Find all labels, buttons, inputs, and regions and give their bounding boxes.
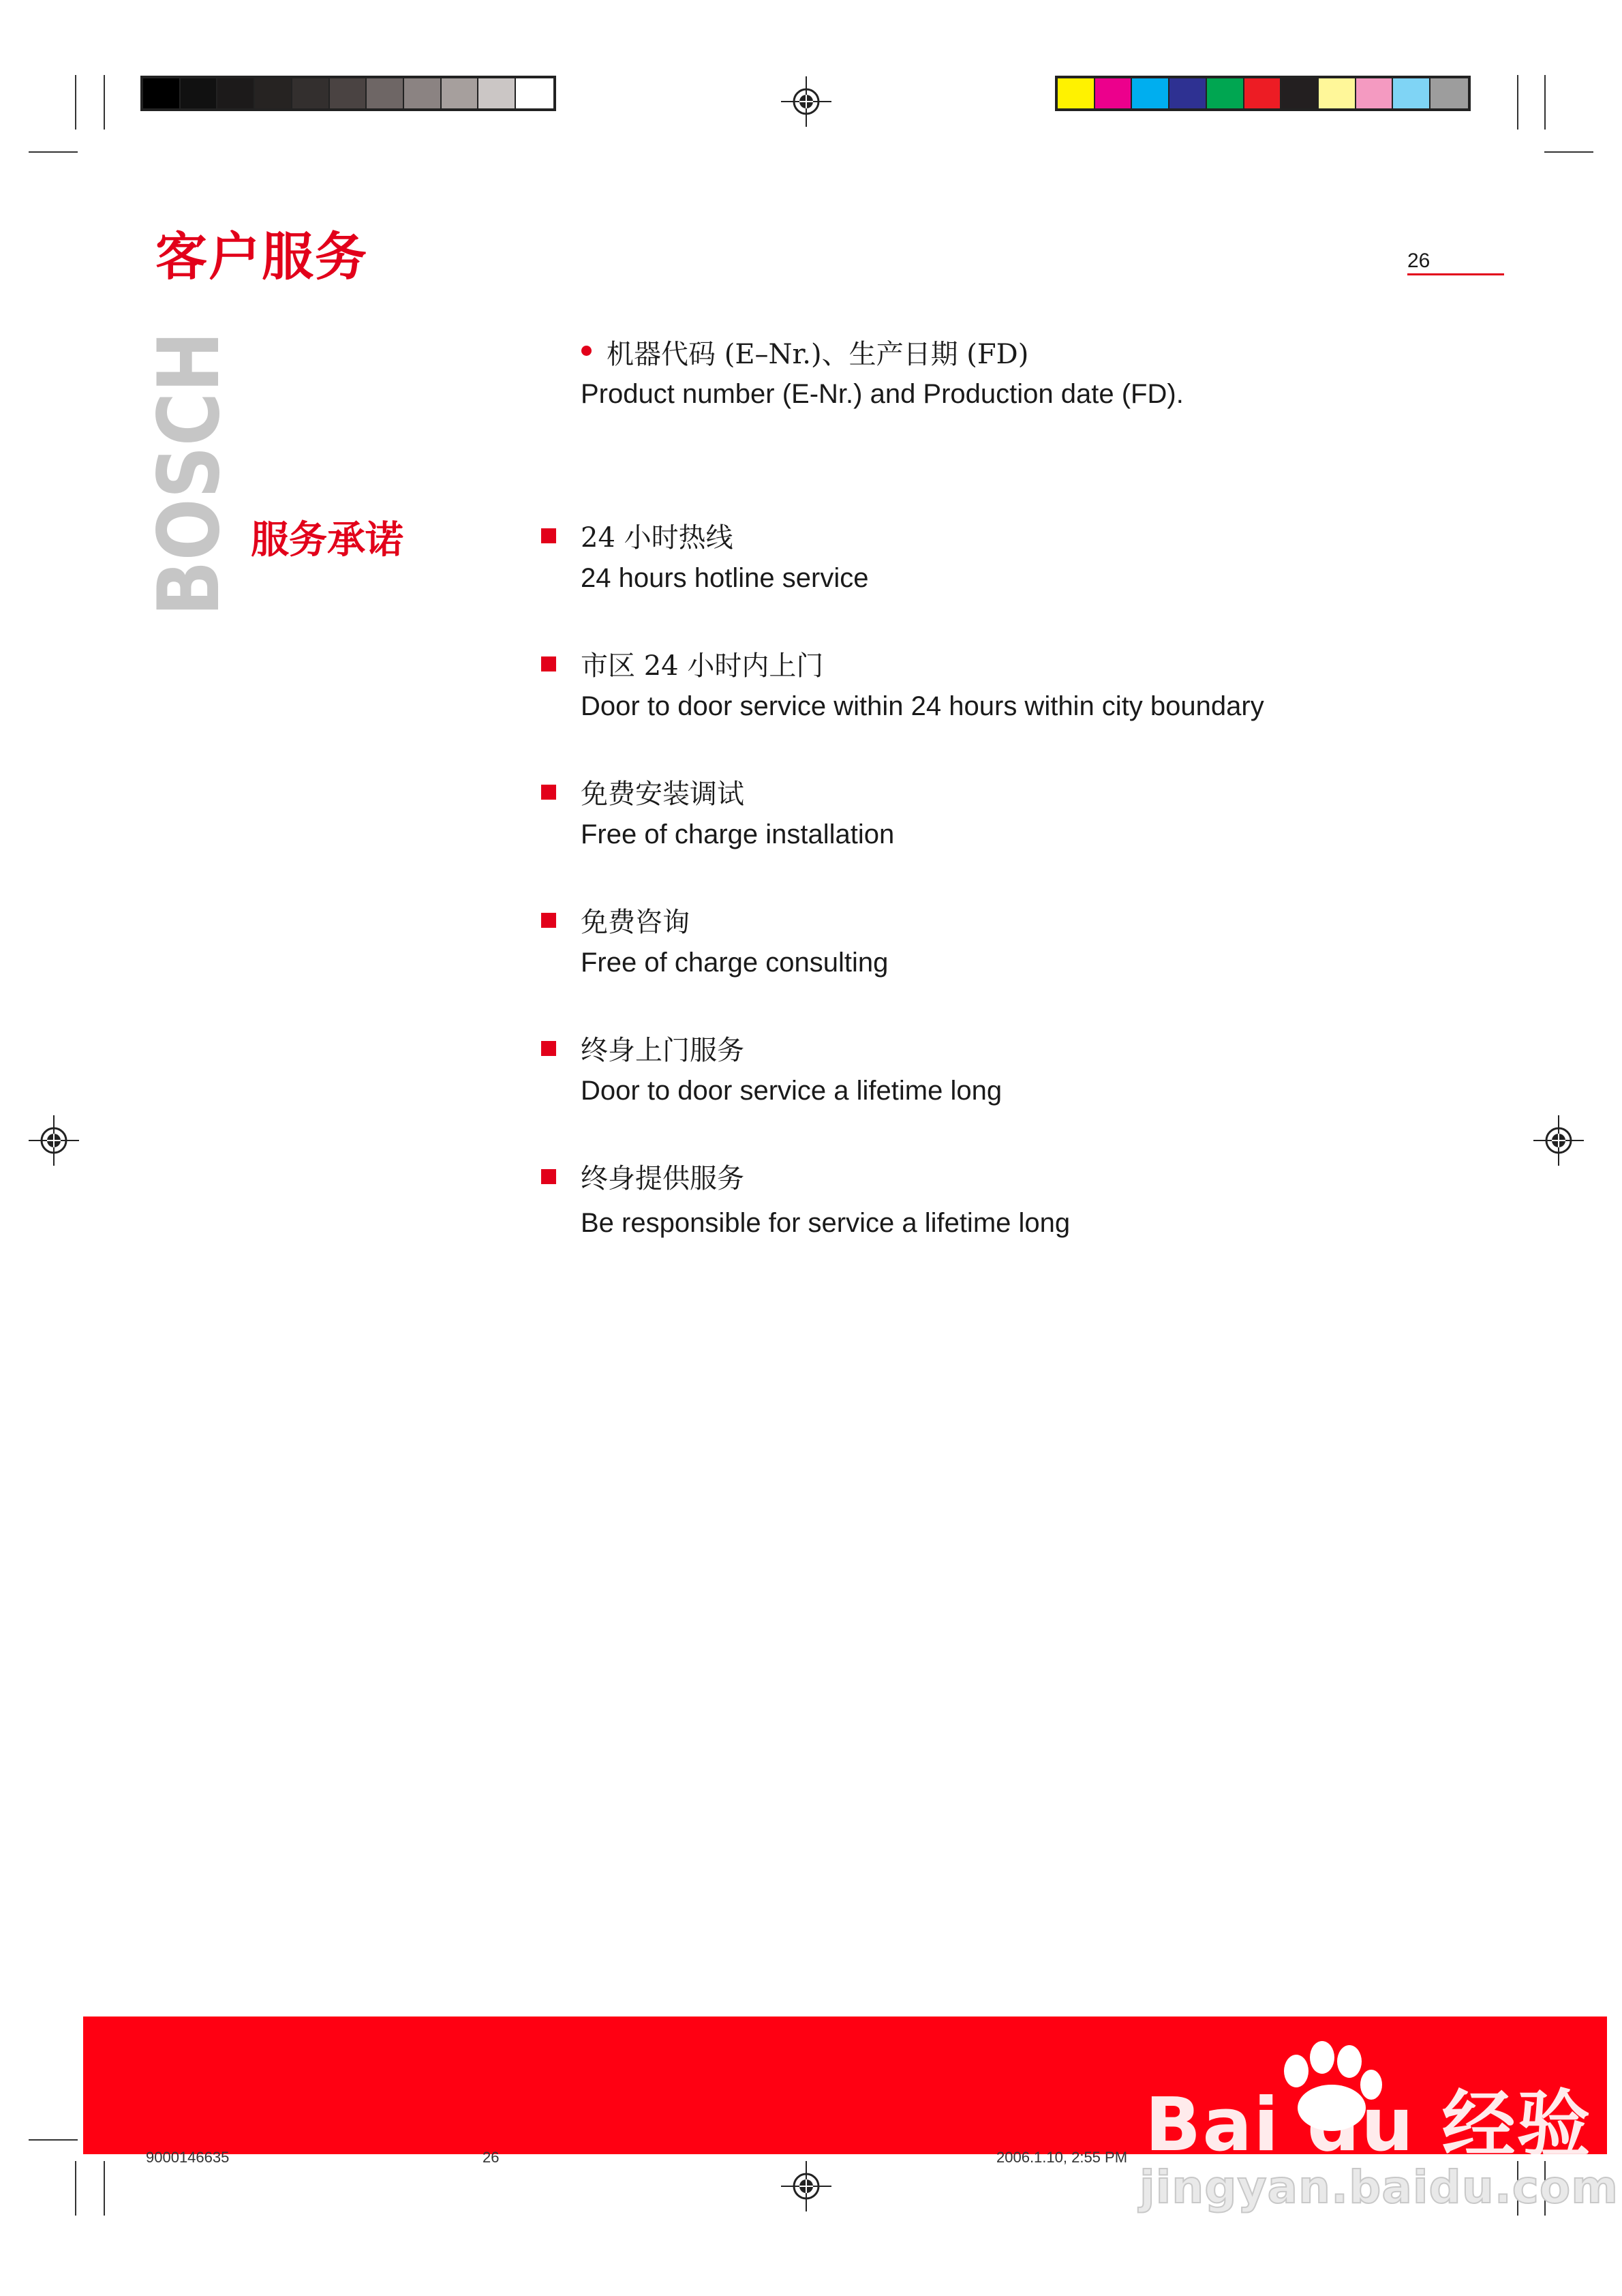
bullet-square (541, 1041, 556, 1056)
color-swatch (1393, 78, 1430, 108)
color-swatch (1207, 78, 1244, 108)
color-swatch (330, 78, 367, 108)
crop-mark (1517, 75, 1518, 130)
service-item-en: Door to door service a lifetime long (581, 1076, 1003, 1106)
crop-mark (29, 2139, 78, 2141)
service-item-cn: 免费咨询 (581, 907, 690, 938)
color-swatch (367, 78, 404, 108)
bullet-square (541, 785, 556, 800)
color-swatch (181, 78, 218, 108)
bullet-square (541, 1169, 556, 1184)
intro-item-en: Product number (E-Nr.) and Production date (FD). (581, 379, 1184, 409)
page-title: 客户服务 (155, 226, 368, 287)
service-item-en: Door to door service within 24 hours within city boundary (581, 691, 1264, 721)
color-swatch (1095, 78, 1133, 108)
registration-mark-icon (781, 76, 831, 127)
service-item-en: Free of charge consulting (581, 948, 889, 978)
color-swatch (292, 78, 330, 108)
service-item-cn: 免费安装调试 (581, 779, 744, 810)
color-swatch (255, 78, 292, 108)
watermark-url: jingyan.baidu.com (1139, 2161, 1619, 2214)
color-swatch (478, 78, 516, 108)
registration-mark-icon (1533, 1115, 1584, 1166)
crop-mark (75, 2161, 76, 2216)
registration-mark-icon (29, 1115, 79, 1166)
color-swatch (442, 78, 479, 108)
service-item-cn: 24 小时热线 (581, 522, 733, 554)
color-swatch (143, 78, 181, 108)
page-number: 26 (1407, 250, 1430, 272)
service-item-cn: 市区 24 小时内上门 (581, 650, 824, 682)
footer-code: 9000146635 (146, 2149, 230, 2166)
color-swatch (1319, 78, 1356, 108)
color-swatch (1244, 78, 1282, 108)
page-number-underline (1407, 273, 1504, 275)
color-swatch (404, 78, 442, 108)
color-swatch (1169, 78, 1207, 108)
crop-mark (75, 75, 76, 130)
color-swatch (1356, 78, 1394, 108)
service-item-cn: 终身上门服务 (581, 1035, 744, 1066)
crop-mark (1544, 151, 1593, 153)
intro-item-cn: 机器代码 (E–Nr.)、生产日期 (FD) (607, 339, 1029, 370)
footer-timestamp: 2006.1.10, 2:55 PM (996, 2149, 1128, 2166)
color-swatch (1058, 78, 1095, 108)
watermark-brand: Bai du 经验 (1145, 2083, 1592, 2168)
registration-mark-icon (781, 2161, 831, 2211)
cmyk-color-bar (1055, 76, 1471, 111)
color-swatch (516, 78, 553, 108)
bullet-dot (581, 346, 592, 356)
color-swatch (1281, 78, 1319, 108)
service-item-en: Free of charge installation (581, 819, 895, 849)
color-swatch (217, 78, 255, 108)
color-swatch (1132, 78, 1169, 108)
bullet-square (541, 528, 556, 543)
service-item-en: Be responsible for service a lifetime long (581, 1208, 1071, 1238)
svg-text:BOSCH: BOSCH (140, 286, 239, 616)
crop-mark (29, 151, 78, 153)
crop-mark (104, 75, 105, 130)
bullet-square (541, 913, 556, 928)
crop-mark (104, 2161, 105, 2216)
bullet-square (541, 656, 556, 671)
service-item-cn: 终身提供服务 (581, 1163, 744, 1194)
section-title: 服务承诺 (251, 518, 403, 562)
bosch-vertical-logo (140, 286, 239, 616)
gray-color-bar (140, 76, 556, 111)
color-swatch (1430, 78, 1468, 108)
footer-page: 26 (483, 2149, 500, 2166)
service-item-en: 24 hours hotline service (581, 563, 869, 593)
crop-mark (1544, 75, 1546, 130)
